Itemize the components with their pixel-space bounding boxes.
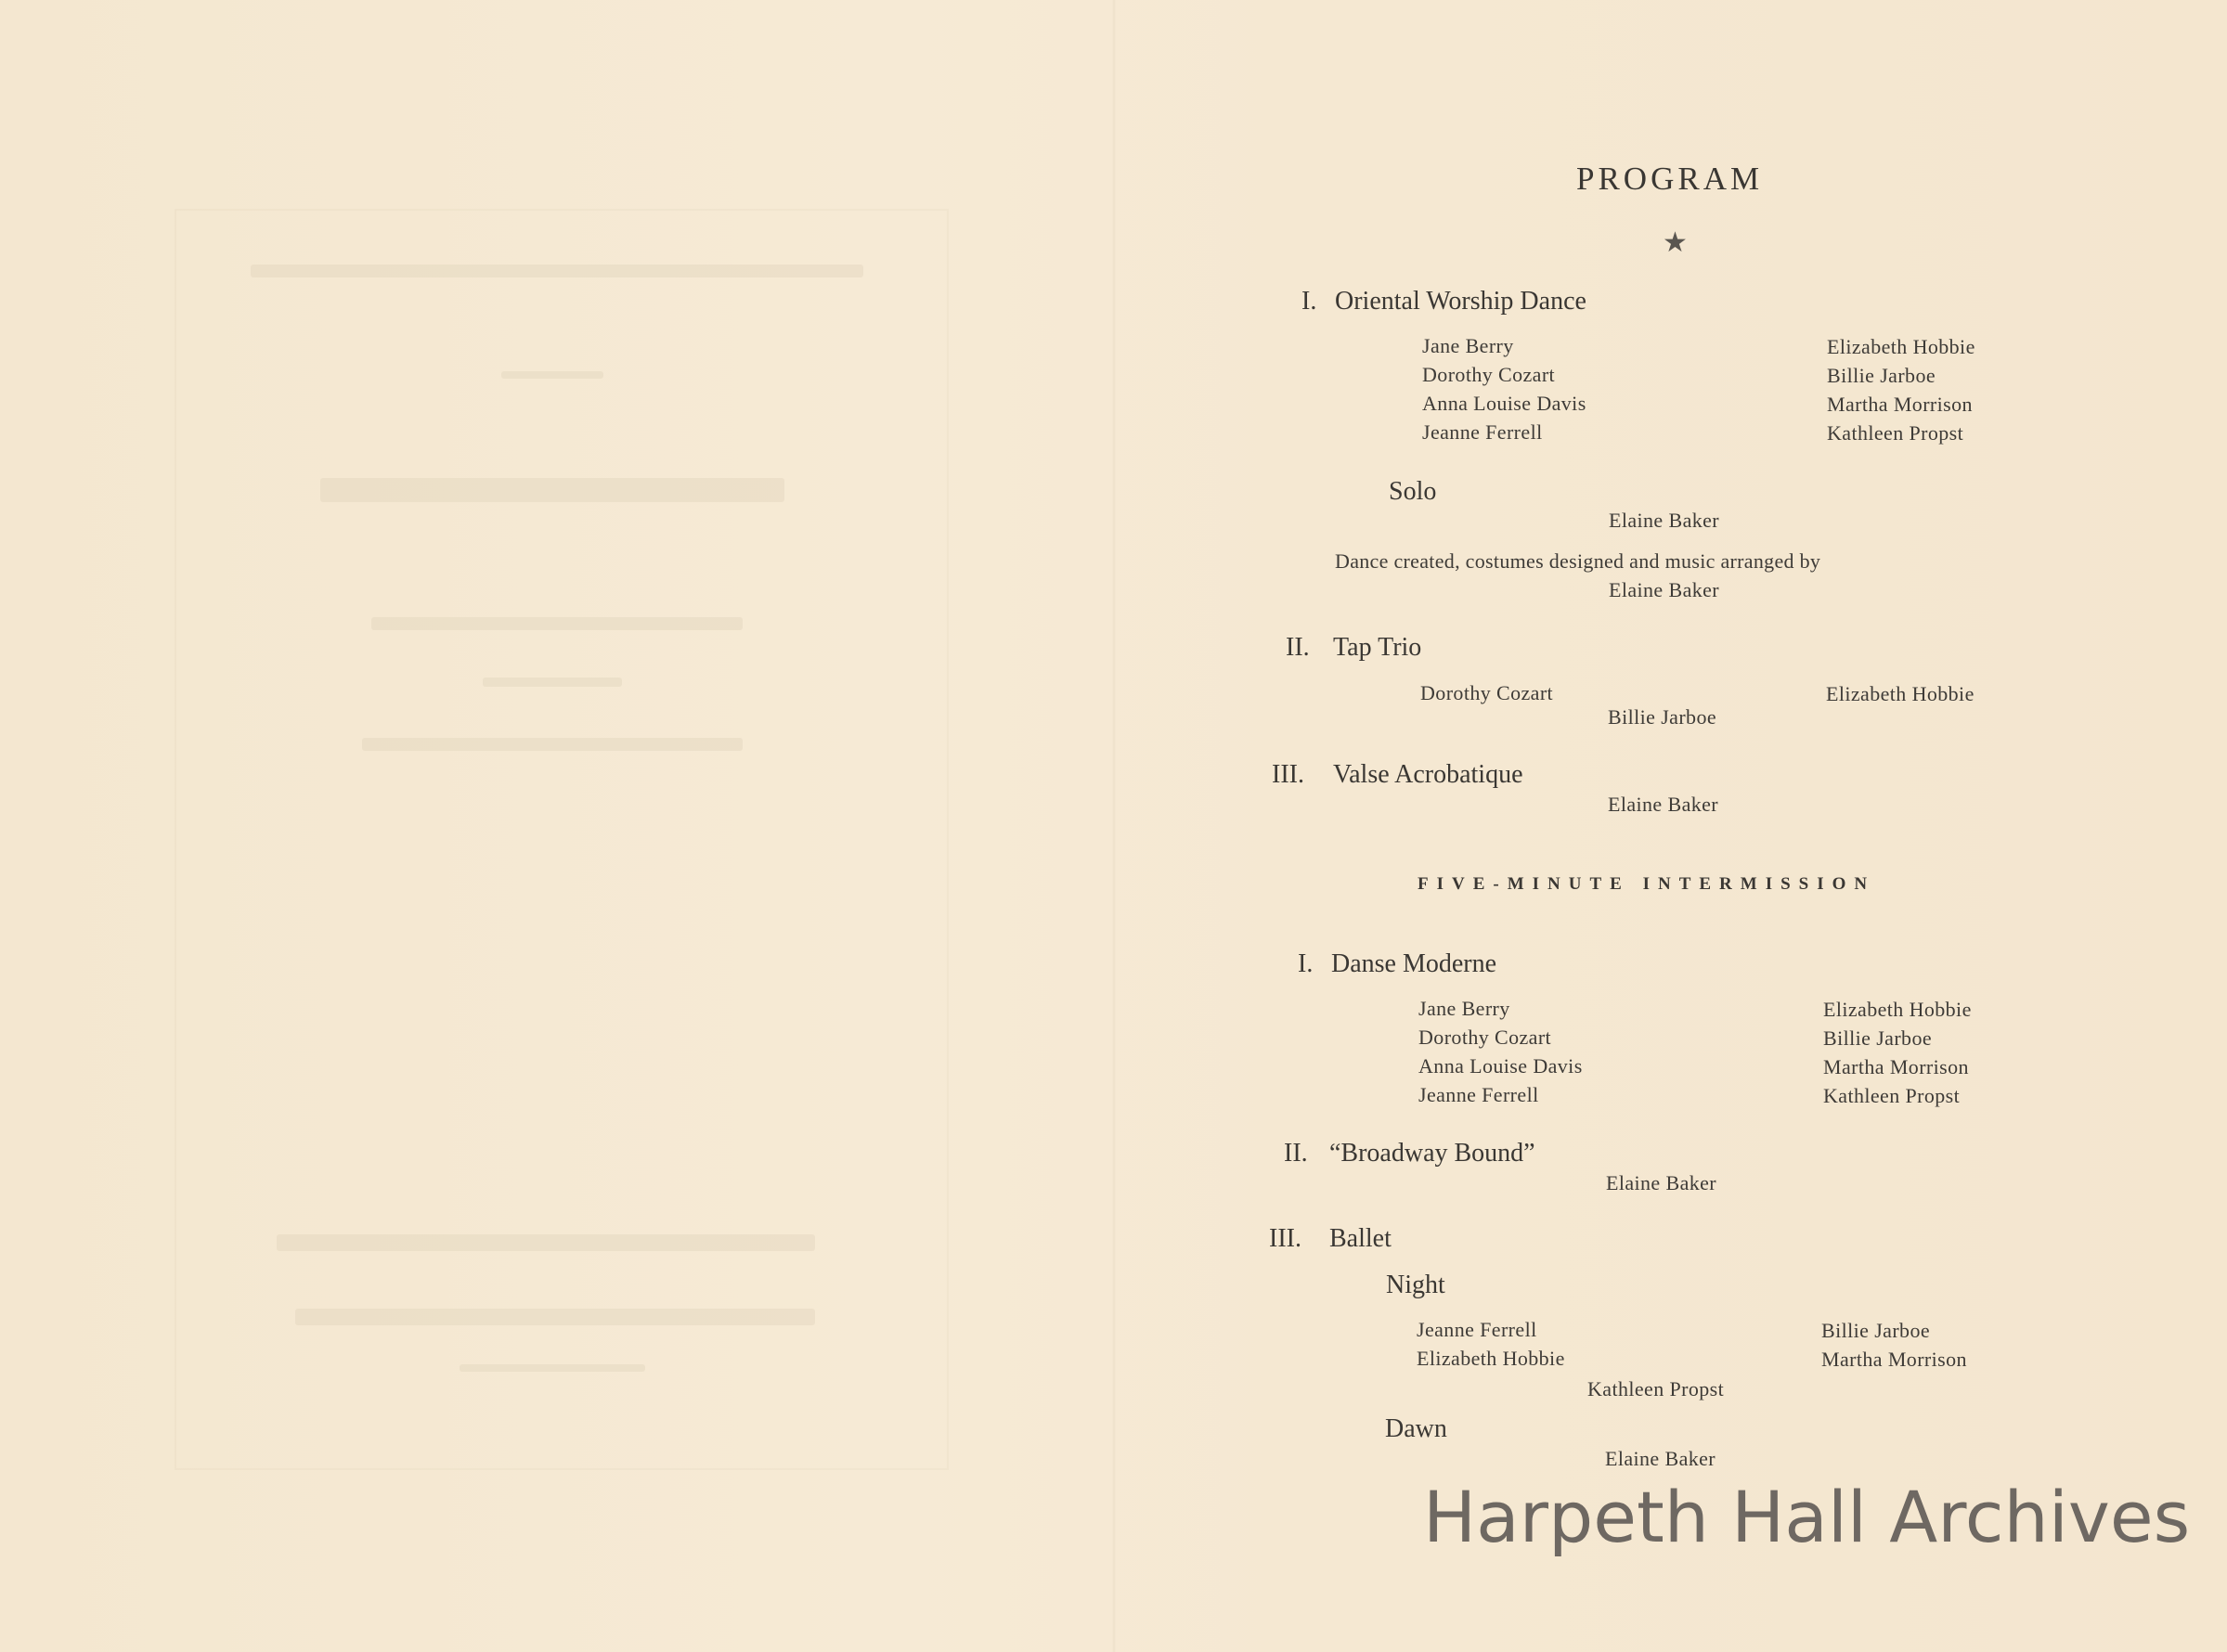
performer-name: Anna Louise Davis: [1418, 1054, 1583, 1078]
bleed-through-mark: [483, 678, 622, 687]
item-title: Valse Acrobatique: [1333, 760, 1523, 789]
performer-name: Billie Jarboe: [1821, 1319, 1931, 1342]
performer-list-left: [1422, 331, 1586, 446]
bleed-through-mark: [320, 478, 784, 502]
performer-name: Elizabeth Hobbie: [1823, 998, 1972, 1021]
item-title: Ballet: [1329, 1224, 1392, 1253]
performer-name: Kathleen Propst: [1827, 421, 1964, 445]
item-numeral: III.: [1272, 760, 1304, 789]
item-numeral: II.: [1286, 633, 1310, 662]
performer-list-left: [1417, 1315, 1565, 1373]
performer-name: Elizabeth Hobbie: [1826, 682, 1975, 705]
item-numeral: III.: [1269, 1224, 1301, 1253]
bleed-through-mark: [362, 738, 743, 751]
performer-name: Jeanne Ferrell: [1422, 420, 1543, 444]
performer-name: Elizabeth Hobbie: [1417, 1347, 1565, 1370]
performer-name: Jeanne Ferrell: [1417, 1318, 1537, 1341]
performer-name: Elaine Baker: [1605, 1447, 1716, 1470]
performer-name: Martha Morrison: [1827, 393, 1973, 416]
bleed-through-mark: [251, 265, 863, 277]
performer-name: Elaine Baker: [1606, 1171, 1717, 1194]
item-numeral: II.: [1284, 1139, 1308, 1168]
performer-name: Billie Jarboe: [1823, 1026, 1933, 1050]
star-ornament-icon: ★: [1663, 227, 1688, 258]
item-title: Danse Moderne: [1331, 949, 1497, 978]
bleed-through-mark: [371, 617, 743, 630]
bleed-through-mark: [501, 371, 603, 379]
bleed-through-mark: [460, 1364, 645, 1372]
performer-name: Dorothy Cozart: [1418, 1026, 1552, 1049]
performer-name: Elizabeth Hobbie: [1827, 335, 1975, 358]
solo-label: Solo: [1389, 477, 1437, 506]
item-title: “Broadway Bound”: [1329, 1139, 1535, 1168]
credit-name: Elaine Baker: [1609, 578, 1720, 601]
performer-name: Billie Jarboe: [1608, 705, 1717, 729]
performer-name: Dorothy Cozart: [1420, 681, 1554, 704]
performer-name: Billie Jarboe: [1827, 364, 1936, 387]
performer-name: Martha Morrison: [1821, 1348, 1967, 1371]
performer-name: Elaine Baker: [1608, 793, 1719, 816]
bleed-through-frame: [175, 209, 949, 1470]
performer-list-right: [1821, 1316, 1967, 1374]
performer-name: Anna Louise Davis: [1422, 392, 1586, 415]
archives-watermark: Harpeth Hall Archives: [1423, 1476, 2191, 1558]
performer-name: Jane Berry: [1418, 997, 1510, 1020]
item-numeral: I.: [1298, 949, 1314, 978]
center-fold: [1112, 0, 1116, 1652]
performer-name: Jane Berry: [1422, 334, 1514, 357]
bleed-through-mark: [295, 1309, 815, 1325]
performer-name: Kathleen Propst: [1587, 1377, 1725, 1400]
intermission-heading: FIVE-MINUTE INTERMISSION: [1418, 874, 1876, 894]
night-label: Night: [1386, 1271, 1445, 1299]
performer-name: Kathleen Propst: [1823, 1084, 1961, 1107]
performer-list-right: [1823, 995, 1972, 1110]
performer-list-right: [1827, 332, 1975, 447]
item-title: Oriental Worship Dance: [1335, 287, 1586, 316]
credit-line: Dance created, costumes designed and music arranged by: [1335, 549, 1821, 573]
performer-name: Dorothy Cozart: [1422, 363, 1556, 386]
program-title: PROGRAM: [1576, 161, 1764, 197]
item-title: Tap Trio: [1333, 633, 1422, 662]
dawn-label: Dawn: [1385, 1414, 1447, 1443]
solo-performer: Elaine Baker: [1609, 509, 1720, 532]
performer-list-left: [1418, 994, 1583, 1109]
bleed-through-mark: [277, 1234, 815, 1251]
item-numeral: I.: [1301, 287, 1317, 316]
performer-name: Jeanne Ferrell: [1418, 1083, 1539, 1106]
performer-name: Martha Morrison: [1823, 1055, 1969, 1078]
